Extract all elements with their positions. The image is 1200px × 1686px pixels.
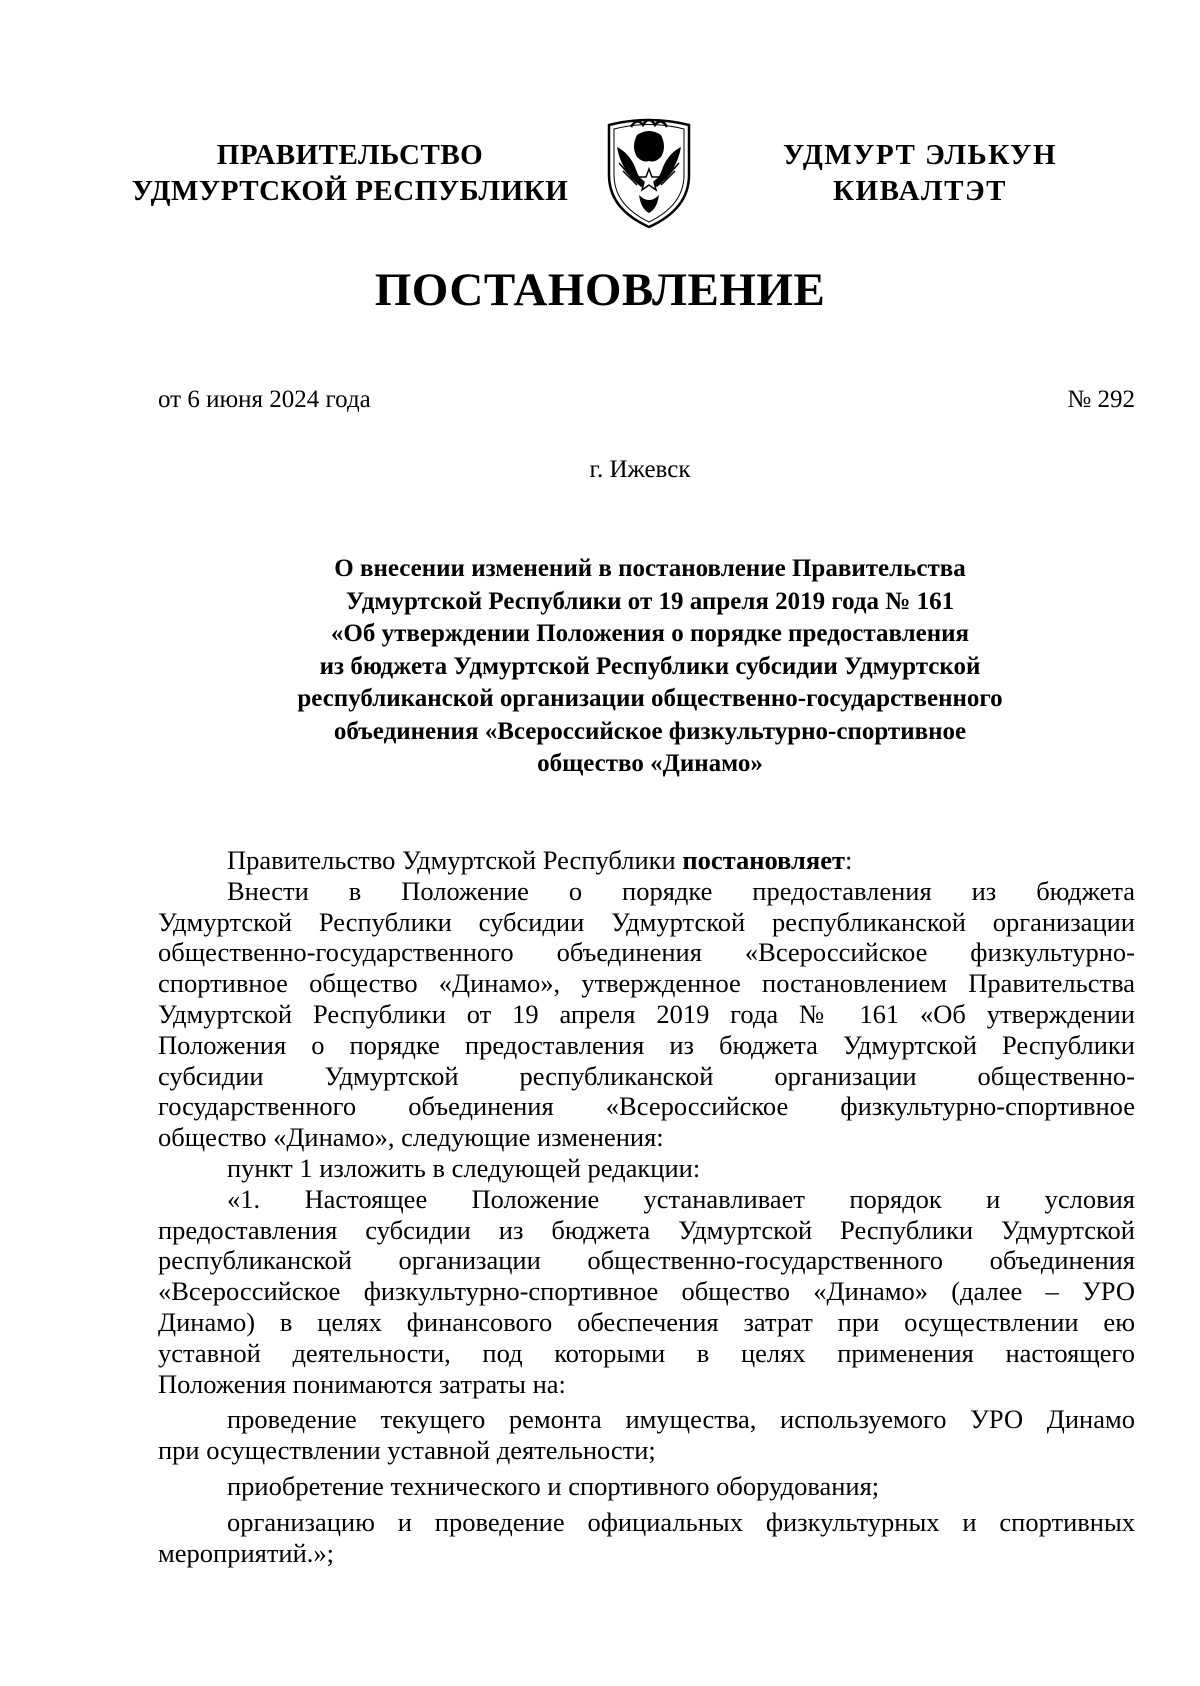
body-line: Положения понимаются затраты на: bbox=[158, 1368, 566, 1399]
intro-text: Правительство Удмуртской Республики bbox=[227, 845, 683, 875]
title-line: из бюджета Удмуртской Республики субсидии Удмуртской bbox=[319, 652, 981, 680]
body-line: уставной деятельности, под которыми в целях применения настоящего bbox=[158, 1337, 1135, 1368]
title-line: О внесении изменений в постановление Правительства bbox=[334, 555, 966, 582]
body-line: приобретение технического и спортивного оборудования; bbox=[227, 1470, 880, 1501]
org-name-ru bbox=[120, 137, 580, 209]
intro-paragraph bbox=[158, 845, 1135, 876]
document-title bbox=[200, 553, 1100, 781]
document-body bbox=[158, 845, 1135, 1568]
title-line: объединения «Всероссийское физкультурно-спортивное bbox=[333, 717, 967, 745]
body-line: государственного объединения «Всероссийское физкультурно-спортивное bbox=[158, 1091, 1135, 1122]
body-line: общественно-государственного объединения «Всероссийское физкультурно- bbox=[158, 937, 1135, 968]
body-line: Удмуртской Республики субсидии Удмуртской республиканской организации bbox=[158, 906, 1135, 937]
body-line: общество «Динамо», следующие изменения: bbox=[158, 1122, 664, 1153]
body-line: Положения о порядке предоставления из бюджета Удмуртской Республики bbox=[158, 1029, 1135, 1060]
body-line: проведение текущего ремонта имущества, используемого УРО Динамо bbox=[227, 1404, 1135, 1435]
body-line: организацию и проведение официальных физкультурных и спортивных bbox=[227, 1506, 1135, 1537]
body-line: республиканской организации общественно-государственного объединения bbox=[158, 1245, 1135, 1276]
body-line: при осуществлении уставной деятельности; bbox=[158, 1435, 656, 1466]
title-line: «Об утверждении Положения о порядке предоставления bbox=[330, 620, 970, 647]
document-date: от 6 июня 2024 года bbox=[158, 386, 371, 413]
org-name-ru-line1: ПРАВИТЕЛЬСТВО bbox=[216, 139, 484, 171]
body-line: «Всероссийское физкультурно-спортивное общество «Динамо» (далее – УРО bbox=[158, 1276, 1135, 1307]
org-name-udm-line1: УДМУРТ ЭЛЬКУН bbox=[782, 139, 1058, 171]
document-type-heading: ПОСТАНОВЛЕНИЕ bbox=[374, 264, 826, 316]
body-line: Удмуртской Республики от 19 апреля 2019 года № 161 «Об утверждении bbox=[158, 998, 1135, 1029]
body-line: Динамо) в целях финансового обеспечения затрат при осуществлении ею bbox=[158, 1306, 1135, 1337]
body-line: Внести в Положение о порядке предоставления из бюджета bbox=[227, 875, 1135, 906]
document-city: г. Ижевск bbox=[589, 456, 691, 483]
body-line: мероприятий.»; bbox=[158, 1537, 335, 1568]
document-number: № 292 bbox=[1067, 386, 1135, 413]
title-line: республиканской организации общественно-государственного bbox=[297, 685, 1003, 712]
intro-verb: постановляет bbox=[682, 845, 846, 875]
body-line: спортивное общество «Динамо», утвержденное постановлением Правительства bbox=[158, 968, 1135, 999]
intro-colon: : bbox=[845, 845, 853, 875]
org-name-ru-line2: УДМУРТСКОЙ РЕСПУБЛИКИ bbox=[131, 175, 569, 207]
body-line: субсидии Удмуртской республиканской организации общественно- bbox=[158, 1060, 1135, 1091]
title-line: общество «Динамо» bbox=[537, 750, 763, 777]
body-line: пункт 1 изложить в следующей редакции: bbox=[227, 1152, 701, 1183]
org-name-udm-line2: КИВАЛТЭТ bbox=[832, 175, 1007, 207]
coat-of-arms-emblem bbox=[601, 113, 697, 231]
body-line: «1. Настоящее Положение устанавливает порядок и условия bbox=[227, 1183, 1135, 1214]
body-line: предоставления субсидии из бюджета Удмуртской Республики Удмуртской bbox=[158, 1214, 1135, 1245]
org-name-udm bbox=[760, 137, 1080, 209]
title-line: Удмуртской Республики от 19 апреля 2019 года № 161 bbox=[345, 587, 955, 615]
